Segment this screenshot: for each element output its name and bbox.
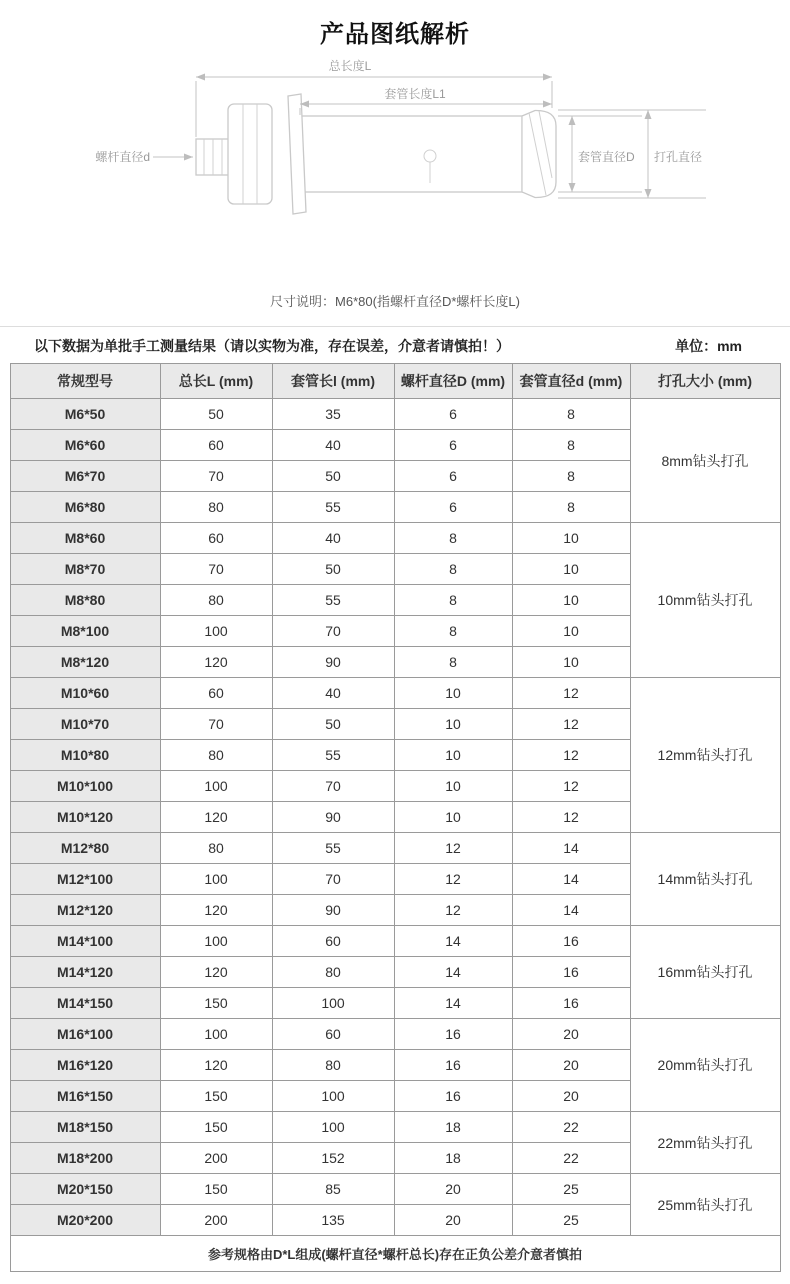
value-cell: 100 bbox=[160, 771, 272, 802]
drill-size-cell: 16mm钻头打孔 bbox=[630, 926, 780, 1019]
drill-size-cell: 12mm钻头打孔 bbox=[630, 678, 780, 833]
value-cell: 12 bbox=[512, 740, 630, 771]
value-cell: 40 bbox=[272, 430, 394, 461]
value-cell: 20 bbox=[512, 1081, 630, 1112]
model-cell: M10*60 bbox=[10, 678, 160, 709]
value-cell: 6 bbox=[394, 399, 512, 430]
value-cell: 14 bbox=[394, 988, 512, 1019]
value-cell: 50 bbox=[160, 399, 272, 430]
spec-row bbox=[10, 399, 780, 430]
model-cell: M8*80 bbox=[10, 585, 160, 616]
value-cell: 70 bbox=[272, 616, 394, 647]
value-cell: 150 bbox=[160, 1081, 272, 1112]
spec-row bbox=[10, 678, 780, 709]
value-cell: 70 bbox=[160, 554, 272, 585]
value-cell: 10 bbox=[394, 771, 512, 802]
value-cell: 10 bbox=[512, 554, 630, 585]
value-cell: 16 bbox=[394, 1019, 512, 1050]
value-cell: 200 bbox=[160, 1205, 272, 1236]
spec-table bbox=[10, 363, 781, 1272]
value-cell: 60 bbox=[272, 1019, 394, 1050]
value-cell: 10 bbox=[394, 740, 512, 771]
expansion-end-shape bbox=[522, 110, 556, 197]
spec-row bbox=[10, 1112, 780, 1143]
spec-row bbox=[10, 523, 780, 554]
header-row bbox=[10, 364, 780, 399]
drill-size-cell: 22mm钻头打孔 bbox=[630, 1112, 780, 1174]
value-cell: 55 bbox=[272, 740, 394, 771]
value-cell: 120 bbox=[160, 1050, 272, 1081]
value-cell: 100 bbox=[160, 864, 272, 895]
drill-size-cell: 20mm钻头打孔 bbox=[630, 1019, 780, 1112]
model-cell: M6*60 bbox=[10, 430, 160, 461]
value-cell: 8 bbox=[512, 430, 630, 461]
value-cell: 10 bbox=[394, 709, 512, 740]
column-header-model: 常规型号 bbox=[10, 364, 160, 399]
value-cell: 18 bbox=[394, 1112, 512, 1143]
drill-size-cell: 8mm钻头打孔 bbox=[630, 399, 780, 523]
value-cell: 120 bbox=[160, 895, 272, 926]
drill-size-cell: 25mm钻头打孔 bbox=[630, 1174, 780, 1236]
value-cell: 14 bbox=[512, 864, 630, 895]
value-cell: 10 bbox=[512, 616, 630, 647]
model-cell: M12*120 bbox=[10, 895, 160, 926]
model-cell: M12*80 bbox=[10, 833, 160, 864]
value-cell: 60 bbox=[160, 678, 272, 709]
value-cell: 16 bbox=[512, 926, 630, 957]
value-cell: 8 bbox=[394, 647, 512, 678]
value-cell: 100 bbox=[272, 1112, 394, 1143]
sleeve-diameter-label: 套管直径D bbox=[578, 150, 635, 164]
value-cell: 10 bbox=[512, 647, 630, 678]
spec-row bbox=[10, 926, 780, 957]
value-cell: 6 bbox=[394, 492, 512, 523]
column-header-sleeve-diameter: 套管直径d (mm) bbox=[512, 364, 630, 399]
column-header-drill-size: 打孔大小 (mm) bbox=[630, 364, 780, 399]
value-cell: 12 bbox=[512, 802, 630, 833]
value-cell: 70 bbox=[160, 461, 272, 492]
value-cell: 80 bbox=[160, 833, 272, 864]
value-cell: 8 bbox=[512, 461, 630, 492]
value-cell: 70 bbox=[272, 771, 394, 802]
value-cell: 100 bbox=[160, 1019, 272, 1050]
value-cell: 80 bbox=[160, 585, 272, 616]
page-title: 产品图纸解析 bbox=[320, 21, 470, 48]
value-cell: 14 bbox=[394, 957, 512, 988]
value-cell: 150 bbox=[160, 1112, 272, 1143]
model-cell: M16*120 bbox=[10, 1050, 160, 1081]
value-cell: 6 bbox=[394, 430, 512, 461]
value-cell: 6 bbox=[394, 461, 512, 492]
value-cell: 40 bbox=[272, 523, 394, 554]
value-cell: 22 bbox=[512, 1143, 630, 1174]
value-cell: 20 bbox=[512, 1050, 630, 1081]
model-cell: M16*150 bbox=[10, 1081, 160, 1112]
model-cell: M8*60 bbox=[10, 523, 160, 554]
screw-tip-shape bbox=[196, 139, 232, 175]
column-header-total-length: 总长L (mm) bbox=[160, 364, 272, 399]
model-cell: M6*70 bbox=[10, 461, 160, 492]
value-cell: 50 bbox=[272, 709, 394, 740]
value-cell: 40 bbox=[272, 678, 394, 709]
value-cell: 90 bbox=[272, 895, 394, 926]
value-cell: 8 bbox=[512, 399, 630, 430]
drill-size-cell: 10mm钻头打孔 bbox=[630, 523, 780, 678]
model-cell: M20*200 bbox=[10, 1205, 160, 1236]
value-cell: 80 bbox=[272, 957, 394, 988]
size-description: 尺寸说明：M6*80(指螺杆直径D*螺杆长度L) bbox=[270, 294, 520, 309]
value-cell: 12 bbox=[512, 709, 630, 740]
model-cell: M8*100 bbox=[10, 616, 160, 647]
value-cell: 14 bbox=[512, 833, 630, 864]
model-cell: M18*200 bbox=[10, 1143, 160, 1174]
value-cell: 35 bbox=[272, 399, 394, 430]
value-cell: 12 bbox=[394, 895, 512, 926]
value-cell: 16 bbox=[394, 1081, 512, 1112]
column-header-sleeve-length: 套管长l (mm) bbox=[272, 364, 394, 399]
value-cell: 50 bbox=[272, 554, 394, 585]
footer-row bbox=[10, 1236, 780, 1272]
value-cell: 18 bbox=[394, 1143, 512, 1174]
model-cell: M10*100 bbox=[10, 771, 160, 802]
value-cell: 16 bbox=[394, 1050, 512, 1081]
hex-nut-shape bbox=[228, 104, 272, 204]
tolerance-note: 参考规格由D*L组成(螺杆直径*螺杆总长)存在正负公差介意者慎拍 bbox=[10, 1236, 780, 1272]
model-cell: M6*80 bbox=[10, 492, 160, 523]
value-cell: 8 bbox=[512, 492, 630, 523]
washer-shape bbox=[288, 94, 306, 214]
model-cell: M6*50 bbox=[10, 399, 160, 430]
sleeve-shape bbox=[300, 116, 522, 192]
value-cell: 25 bbox=[512, 1174, 630, 1205]
value-cell: 14 bbox=[394, 926, 512, 957]
value-cell: 80 bbox=[272, 1050, 394, 1081]
value-cell: 90 bbox=[272, 802, 394, 833]
value-cell: 12 bbox=[394, 864, 512, 895]
value-cell: 70 bbox=[272, 864, 394, 895]
value-cell: 16 bbox=[512, 988, 630, 1019]
value-cell: 16 bbox=[512, 957, 630, 988]
value-cell: 90 bbox=[272, 647, 394, 678]
value-cell: 135 bbox=[272, 1205, 394, 1236]
value-cell: 8 bbox=[394, 523, 512, 554]
sleeve-length-label: 套管长度L1 bbox=[384, 87, 446, 101]
value-cell: 100 bbox=[160, 926, 272, 957]
value-cell: 14 bbox=[512, 895, 630, 926]
drill-diameter-label: 打孔直径 bbox=[654, 150, 703, 164]
model-cell: M10*70 bbox=[10, 709, 160, 740]
value-cell: 60 bbox=[160, 523, 272, 554]
model-cell: M10*120 bbox=[10, 802, 160, 833]
value-cell: 150 bbox=[160, 988, 272, 1019]
measurement-note: 以下数据为单批手工测量结果（请以实物为准，存在误差，介意者请慎拍！） bbox=[34, 338, 510, 354]
value-cell: 80 bbox=[160, 492, 272, 523]
value-cell: 70 bbox=[160, 709, 272, 740]
value-cell: 80 bbox=[160, 740, 272, 771]
value-cell: 55 bbox=[272, 833, 394, 864]
spec-table-body bbox=[10, 399, 780, 1236]
value-cell: 8 bbox=[394, 554, 512, 585]
screw-diameter-label: 螺杆直径d bbox=[95, 150, 150, 164]
value-cell: 20 bbox=[394, 1174, 512, 1205]
value-cell: 10 bbox=[512, 585, 630, 616]
bolt-diagram bbox=[0, 54, 790, 289]
value-cell: 60 bbox=[160, 430, 272, 461]
value-cell: 50 bbox=[272, 461, 394, 492]
value-cell: 60 bbox=[272, 926, 394, 957]
drill-size-cell: 14mm钻头打孔 bbox=[630, 833, 780, 926]
model-cell: M12*100 bbox=[10, 864, 160, 895]
measurement-note-row bbox=[0, 327, 790, 363]
value-cell: 100 bbox=[272, 988, 394, 1019]
spec-row bbox=[10, 1174, 780, 1205]
model-cell: M14*100 bbox=[10, 926, 160, 957]
value-cell: 25 bbox=[512, 1205, 630, 1236]
value-cell: 100 bbox=[160, 616, 272, 647]
model-cell: M14*150 bbox=[10, 988, 160, 1019]
value-cell: 152 bbox=[272, 1143, 394, 1174]
value-cell: 8 bbox=[394, 616, 512, 647]
value-cell: 10 bbox=[394, 678, 512, 709]
value-cell: 22 bbox=[512, 1112, 630, 1143]
value-cell: 8 bbox=[394, 585, 512, 616]
model-cell: M18*150 bbox=[10, 1112, 160, 1143]
value-cell: 150 bbox=[160, 1174, 272, 1205]
model-cell: M14*120 bbox=[10, 957, 160, 988]
model-cell: M10*80 bbox=[10, 740, 160, 771]
value-cell: 85 bbox=[272, 1174, 394, 1205]
value-cell: 12 bbox=[394, 833, 512, 864]
value-cell: 10 bbox=[512, 523, 630, 554]
model-cell: M8*120 bbox=[10, 647, 160, 678]
value-cell: 120 bbox=[160, 647, 272, 678]
model-cell: M20*150 bbox=[10, 1174, 160, 1205]
value-cell: 120 bbox=[160, 957, 272, 988]
unit-label: 单位：mm bbox=[675, 338, 742, 354]
model-cell: M8*70 bbox=[10, 554, 160, 585]
model-cell: M16*100 bbox=[10, 1019, 160, 1050]
value-cell: 12 bbox=[512, 678, 630, 709]
total-length-label: 总长度L bbox=[328, 59, 372, 73]
value-cell: 120 bbox=[160, 802, 272, 833]
value-cell: 55 bbox=[272, 492, 394, 523]
value-cell: 20 bbox=[512, 1019, 630, 1050]
spec-row bbox=[10, 833, 780, 864]
value-cell: 10 bbox=[394, 802, 512, 833]
value-cell: 12 bbox=[512, 771, 630, 802]
value-cell: 55 bbox=[272, 585, 394, 616]
column-header-screw-diameter: 螺杆直径D (mm) bbox=[394, 364, 512, 399]
value-cell: 20 bbox=[394, 1205, 512, 1236]
value-cell: 200 bbox=[160, 1143, 272, 1174]
value-cell: 100 bbox=[272, 1081, 394, 1112]
spec-row bbox=[10, 1019, 780, 1050]
